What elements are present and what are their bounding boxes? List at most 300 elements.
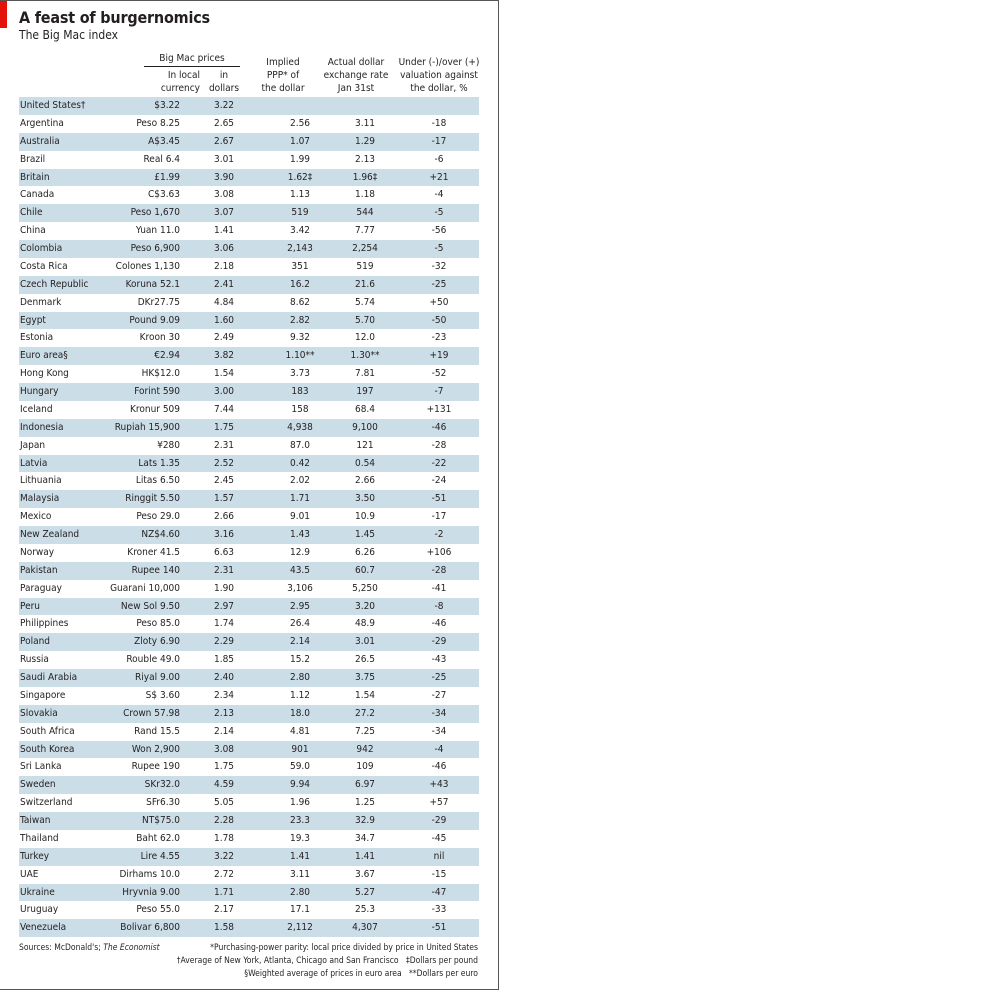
valuation-pct: -5 — [434, 207, 444, 219]
dollar-price: 2.18 — [213, 260, 235, 272]
valuation-pct: -34 — [431, 725, 447, 737]
exchange-rate: 48.9 — [354, 618, 376, 630]
exchange-rate: 121 — [356, 439, 374, 451]
dollar-price: 1.60 — [213, 314, 235, 326]
country-name: Thailand — [20, 832, 59, 844]
header-val-line1: Under (-)/over (+) — [398, 57, 480, 68]
exchange-rate: 3.50 — [354, 493, 376, 505]
implied-ppp: 2.56 — [289, 117, 311, 129]
country-name: Argentina — [20, 117, 64, 129]
implied-ppp: 183 — [291, 386, 309, 397]
dollar-price: 2.72 — [213, 868, 235, 880]
country-name: Philippines — [20, 618, 69, 630]
implied-ppp: 1.71 — [289, 493, 311, 505]
local-price: Hryvnia 9.00 — [122, 886, 180, 898]
implied-ppp: 1.99 — [289, 153, 311, 165]
table-row — [19, 830, 479, 848]
table-row — [19, 884, 479, 902]
valuation-pct: -5 — [434, 243, 444, 254]
valuation-pct: -34 — [431, 707, 447, 719]
footnote-euro: §Weighted average of prices in euro area **Dollars per euro — [244, 969, 478, 979]
dollar-price: 2.31 — [213, 439, 235, 451]
table-row — [19, 401, 479, 419]
country-name: Chile — [20, 207, 43, 219]
implied-ppp: 2.02 — [289, 475, 311, 487]
dollar-price: 5.05 — [213, 797, 235, 809]
implied-ppp: 17.1 — [289, 904, 311, 916]
valuation-pct: -46 — [431, 618, 447, 630]
local-price: Guarani 10,000 — [110, 582, 180, 594]
table-row — [19, 794, 479, 812]
local-price: Riyal 9.00 — [135, 672, 180, 683]
exchange-rate: 1.54 — [354, 689, 376, 701]
local-price: SFr6.30 — [146, 797, 180, 809]
valuation-pct: -15 — [431, 868, 447, 880]
country-name: South Korea — [20, 743, 75, 755]
local-price: Kroon 30 — [139, 332, 180, 344]
header-ppp-line1: Implied — [266, 57, 300, 68]
local-price: £1.99 — [154, 171, 180, 183]
dollar-price: 3.01 — [213, 153, 235, 165]
exchange-rate: 3.75 — [354, 672, 376, 683]
exchange-rate: 2.66 — [354, 475, 376, 487]
local-price: Litas 6.50 — [135, 475, 180, 487]
header-implied-ppp — [250, 56, 316, 95]
local-price: Lire 4.55 — [140, 850, 180, 862]
local-price: Peso 29.0 — [136, 511, 180, 523]
country-name: Turkey — [20, 850, 50, 862]
exchange-rate: 1.25 — [354, 797, 376, 809]
dollar-price: 2.31 — [213, 564, 235, 576]
local-price: Rand 15.5 — [134, 725, 180, 737]
exchange-rate: 7.77 — [354, 225, 376, 237]
header-local-line1: In local — [167, 70, 200, 81]
local-price: Ringgit 5.50 — [125, 493, 180, 505]
table-row — [19, 651, 479, 669]
local-price: New Sol 9.50 — [120, 600, 180, 612]
dollar-price: 3.22 — [213, 850, 235, 862]
dollar-price: 6.63 — [213, 546, 235, 558]
local-price: Zloty 6.90 — [134, 636, 180, 648]
dollar-price: 2.40 — [213, 672, 235, 683]
valuation-pct: -29 — [431, 636, 447, 648]
implied-ppp: 1.43 — [289, 529, 311, 540]
table-row — [19, 329, 479, 347]
dollar-price: 1.75 — [213, 421, 235, 433]
table-row — [19, 705, 479, 723]
local-price: DKr27.75 — [137, 296, 180, 308]
exchange-rate: 34.7 — [354, 832, 376, 844]
country-name: Uruguay — [20, 904, 59, 916]
country-name: Slovakia — [20, 707, 58, 719]
exchange-rate: 6.97 — [354, 779, 376, 791]
exchange-rate: 109 — [356, 761, 374, 773]
dollar-price: 1.57 — [213, 493, 235, 505]
country-name: Russia — [20, 654, 49, 666]
table-row — [19, 365, 479, 383]
dollar-price: 3.08 — [213, 743, 235, 755]
table-row — [19, 97, 479, 115]
country-name: South Africa — [20, 725, 75, 737]
valuation-pct: -2 — [434, 529, 444, 540]
valuation-pct: -45 — [431, 832, 447, 844]
local-price: Pound 9.09 — [129, 314, 180, 326]
country-name: Sweden — [20, 779, 56, 791]
exchange-rate: 2,254 — [352, 243, 378, 254]
country-name: Malaysia — [20, 493, 60, 505]
big-mac-table — [19, 97, 479, 937]
dollar-price: 2.67 — [213, 135, 235, 147]
implied-ppp: 23.3 — [289, 815, 311, 826]
local-price: Peso 55.0 — [136, 904, 180, 916]
country-name: Hungary — [20, 386, 59, 397]
table-row — [19, 294, 479, 312]
exchange-rate: 21.6 — [354, 278, 376, 290]
implied-ppp: 901 — [291, 743, 309, 755]
valuation-pct: -52 — [431, 368, 447, 380]
dollar-price: 3.08 — [213, 189, 235, 201]
header-exchange-rate — [318, 56, 394, 95]
implied-ppp: 2,143 — [287, 243, 313, 254]
implied-ppp: 18.0 — [289, 707, 311, 719]
implied-ppp: 2.82 — [289, 314, 311, 326]
sources-note — [19, 943, 160, 953]
valuation-pct: -51 — [431, 922, 447, 934]
exchange-rate: 1.30** — [350, 350, 380, 362]
country-name: Costa Rica — [20, 260, 68, 272]
header-val-line2: valuation against — [400, 70, 478, 81]
header-rate-line1: Actual dollar — [327, 57, 385, 68]
exchange-rate: 32.9 — [354, 815, 376, 826]
dollar-price: 1.71 — [213, 886, 235, 898]
implied-ppp: 1.96 — [289, 797, 311, 809]
country-name: Pakistan — [20, 564, 58, 576]
dollar-price: 2.17 — [213, 904, 235, 916]
valuation-pct: -17 — [431, 511, 447, 523]
exchange-rate: 10.9 — [354, 511, 376, 523]
valuation-pct: -51 — [431, 493, 447, 505]
local-price: Rupiah 15,900 — [114, 421, 180, 433]
implied-ppp: 2.95 — [289, 600, 311, 612]
exchange-rate: 4,307 — [352, 922, 378, 934]
exchange-rate: 0.54 — [354, 457, 376, 469]
table-row — [19, 615, 479, 633]
country-name: Japan — [20, 439, 46, 451]
valuation-pct: -27 — [431, 689, 447, 701]
table-row — [19, 240, 479, 258]
valuation-pct: +131 — [426, 403, 452, 415]
valuation-pct: -50 — [431, 314, 447, 326]
implied-ppp: 8.62 — [289, 296, 311, 308]
country-name: Britain — [20, 171, 50, 183]
country-name: Singapore — [20, 689, 66, 701]
table-row — [19, 455, 479, 473]
valuation-pct: +19 — [429, 350, 449, 362]
country-name: Sri Lanka — [20, 761, 62, 773]
table-row — [19, 741, 479, 759]
local-price: Won 2,900 — [131, 743, 180, 755]
implied-ppp: 519 — [291, 207, 309, 219]
country-name: Czech Republic — [20, 278, 89, 290]
dollar-price: 2.29 — [213, 636, 235, 648]
header-val-line3: the dollar, % — [410, 83, 468, 94]
implied-ppp: 3,106 — [287, 582, 313, 594]
country-name: Mexico — [20, 511, 52, 523]
table-row — [19, 133, 479, 151]
country-name: Denmark — [20, 296, 62, 308]
dollar-price: 3.07 — [213, 207, 235, 219]
local-price: Baht 62.0 — [136, 832, 180, 844]
implied-ppp: 19.3 — [289, 832, 311, 844]
dollar-price: 2.34 — [213, 689, 235, 701]
dollar-price: 3.90 — [213, 171, 235, 183]
valuation-pct: -56 — [431, 225, 447, 237]
implied-ppp: 1.07 — [289, 135, 311, 147]
valuation-pct: +106 — [426, 546, 452, 558]
country-name: New Zealand — [20, 529, 80, 540]
dollar-price: 2.14 — [213, 725, 235, 737]
country-name: Norway — [20, 546, 55, 558]
country-name: Egypt — [20, 314, 46, 326]
local-price: Kronur 509 — [129, 403, 180, 415]
implied-ppp: 1.62‡ — [287, 171, 313, 183]
dollar-price: 4.84 — [213, 296, 235, 308]
valuation-pct: nil — [433, 850, 445, 862]
local-price: NZ$4.60 — [141, 529, 180, 540]
table-row — [19, 419, 479, 437]
local-price: Rupee 140 — [131, 564, 180, 576]
table-row — [19, 437, 479, 455]
dollar-price: 7.44 — [213, 403, 235, 415]
valuation-pct: +21 — [429, 171, 449, 183]
valuation-pct: -4 — [434, 743, 444, 755]
table-row — [19, 508, 479, 526]
implied-ppp: 351 — [291, 260, 309, 272]
footnote-average: †Average of New York, Atlanta, Chicago and San Francisco ‡Dollars per pound — [176, 956, 478, 966]
chart-title: A feast of burgernomics — [19, 8, 210, 27]
dollar-price: 1.74 — [213, 618, 235, 630]
exchange-rate: 3.20 — [354, 600, 376, 612]
exchange-rate: 1.45 — [354, 529, 376, 540]
valuation-pct: -43 — [431, 654, 447, 666]
country-name: Ukraine — [20, 886, 55, 898]
exchange-rate: 2.13 — [354, 153, 376, 165]
table-row — [19, 562, 479, 580]
local-price: €2.94 — [154, 350, 180, 362]
local-price: Colones 1,130 — [115, 260, 180, 272]
table-row — [19, 490, 479, 508]
valuation-pct: -25 — [431, 672, 447, 683]
valuation-pct: -28 — [431, 439, 447, 451]
dollar-price: 2.49 — [213, 332, 235, 344]
valuation-pct: +50 — [429, 296, 449, 308]
valuation-pct: -23 — [431, 332, 447, 344]
header-ppp-line2: PPP* of — [266, 70, 300, 81]
local-price: $3.22 — [154, 100, 180, 111]
brand-red-tab — [0, 1, 7, 28]
table-row — [19, 151, 479, 169]
dollar-price: 4.59 — [213, 779, 235, 791]
exchange-rate: 197 — [356, 386, 374, 397]
table-row — [19, 669, 479, 687]
local-price: Crown 57.98 — [123, 707, 180, 719]
implied-ppp: 9.32 — [289, 332, 311, 344]
header-ppp-line3: the dollar — [261, 83, 305, 94]
valuation-pct: +43 — [429, 779, 449, 791]
implied-ppp: 1.12 — [289, 689, 311, 701]
implied-ppp: 9.94 — [289, 779, 311, 791]
table-row — [19, 258, 479, 276]
table-row — [19, 312, 479, 330]
country-name: China — [20, 225, 46, 237]
exchange-rate: 1.18 — [354, 189, 376, 201]
header-big-mac-prices: Big Mac prices — [159, 53, 225, 64]
valuation-pct: -22 — [431, 457, 447, 469]
local-price: Yuan 11.0 — [135, 225, 180, 237]
exchange-rate: 6.26 — [354, 546, 376, 558]
implied-ppp: 1.41 — [289, 850, 311, 862]
table-row — [19, 186, 479, 204]
local-price: Koruna 52.1 — [125, 278, 180, 290]
country-name: Saudi Arabia — [20, 672, 78, 683]
table-row — [19, 526, 479, 544]
exchange-rate: 5.27 — [354, 886, 376, 898]
implied-ppp: 1.13 — [289, 189, 311, 201]
exchange-rate: 5.70 — [354, 314, 376, 326]
local-price: Bolivar 6,800 — [120, 922, 180, 934]
valuation-pct: -47 — [431, 886, 447, 898]
exchange-rate: 26.5 — [354, 654, 376, 666]
implied-ppp: 158 — [291, 403, 309, 415]
implied-ppp: 2.80 — [289, 886, 311, 898]
dollar-price: 3.16 — [213, 529, 235, 540]
chart-subtitle: The Big Mac index — [19, 28, 119, 42]
header-local-line2: currency — [160, 83, 200, 94]
valuation-pct: +57 — [429, 797, 449, 809]
country-name: Poland — [20, 636, 50, 648]
country-name: Switzerland — [20, 797, 73, 809]
table-row — [19, 169, 479, 187]
local-price: Kroner 41.5 — [127, 546, 180, 558]
implied-ppp: 43.5 — [289, 564, 311, 576]
exchange-rate: 3.11 — [354, 117, 376, 129]
local-price: Forint 590 — [134, 386, 180, 397]
valuation-pct: -33 — [431, 904, 447, 916]
local-price: ¥280 — [157, 439, 180, 451]
exchange-rate: 68.4 — [354, 403, 376, 415]
valuation-pct: -46 — [431, 421, 447, 433]
table-row — [19, 901, 479, 919]
country-name: Colombia — [20, 243, 63, 254]
implied-ppp: 59.0 — [289, 761, 311, 773]
exchange-rate: 25.3 — [354, 904, 376, 916]
exchange-rate: 7.81 — [354, 368, 376, 380]
dollar-price: 1.54 — [213, 368, 235, 380]
implied-ppp: 3.11 — [289, 868, 311, 880]
local-price: SKr32.0 — [144, 779, 180, 791]
valuation-pct: -4 — [434, 189, 444, 201]
exchange-rate: 1.29 — [354, 135, 376, 147]
table-row — [19, 204, 479, 222]
local-price: Peso 85.0 — [136, 618, 180, 630]
table-row — [19, 919, 479, 937]
dollar-price: 2.45 — [213, 475, 235, 487]
exchange-rate: 5,250 — [352, 582, 378, 594]
footnote-ppp: *Purchasing-power parity: local price divided by price in United States — [210, 943, 478, 953]
exchange-rate: 7.25 — [354, 725, 376, 737]
valuation-pct: -28 — [431, 564, 447, 576]
dollar-price: 1.90 — [213, 582, 235, 594]
local-price: Peso 6,900 — [130, 243, 180, 254]
header-dollars-line1: in — [219, 70, 229, 81]
dollar-price: 3.06 — [213, 243, 235, 254]
dollar-price: 1.58 — [213, 922, 235, 934]
table-row — [19, 776, 479, 794]
table-row — [19, 687, 479, 705]
implied-ppp: 1.10** — [285, 350, 315, 362]
local-price: Peso 8.25 — [136, 117, 180, 129]
local-price: Lats 1.35 — [138, 457, 180, 469]
valuation-pct: -32 — [431, 260, 447, 272]
exchange-rate: 942 — [356, 743, 374, 755]
table-row — [19, 276, 479, 294]
table-row — [19, 633, 479, 651]
exchange-rate: 12.0 — [354, 332, 376, 344]
local-price: Peso 1,670 — [130, 207, 180, 219]
exchange-rate: 1.41 — [354, 850, 376, 862]
exchange-rate: 3.01 — [354, 636, 376, 648]
country-name: Paraguay — [20, 582, 62, 594]
table-row — [19, 723, 479, 741]
table-row — [19, 383, 479, 401]
header-in-dollars — [204, 69, 244, 95]
country-name: Hong Kong — [20, 368, 69, 380]
sources-publication: The Economist — [103, 943, 160, 953]
local-price: Dirhams 10.0 — [119, 868, 180, 880]
country-name: Iceland — [20, 403, 53, 415]
country-name: Taiwan — [20, 815, 51, 826]
valuation-pct: -25 — [431, 278, 447, 290]
country-name: Lithuania — [20, 475, 62, 487]
exchange-rate: 27.2 — [354, 707, 376, 719]
dollar-price: 1.85 — [213, 654, 235, 666]
header-local-currency — [130, 69, 200, 95]
dollar-price: 3.22 — [213, 100, 235, 111]
exchange-rate: 519 — [356, 260, 374, 272]
local-price: Real 6.4 — [143, 153, 180, 165]
dollar-price: 2.52 — [213, 457, 235, 469]
implied-ppp: 12.9 — [289, 546, 311, 558]
implied-ppp: 3.73 — [289, 368, 311, 380]
implied-ppp: 9.01 — [289, 511, 311, 523]
valuation-pct: -29 — [431, 815, 447, 826]
implied-ppp: 4.81 — [289, 725, 311, 737]
table-row — [19, 472, 479, 490]
dollar-price: 1.78 — [213, 832, 235, 844]
dollar-price: 2.28 — [213, 815, 235, 826]
implied-ppp: 4,938 — [287, 421, 313, 433]
country-name: United States† — [20, 100, 86, 111]
dollar-price: 2.65 — [213, 117, 235, 129]
implied-ppp: 15.2 — [289, 654, 311, 666]
dollar-price: 2.66 — [213, 511, 235, 523]
country-name: Australia — [20, 135, 60, 147]
valuation-pct: -8 — [434, 600, 444, 612]
table-row — [19, 758, 479, 776]
exchange-rate: 5.74 — [354, 296, 376, 308]
dollar-price: 3.00 — [213, 386, 235, 397]
implied-ppp: 2.80 — [289, 672, 311, 683]
